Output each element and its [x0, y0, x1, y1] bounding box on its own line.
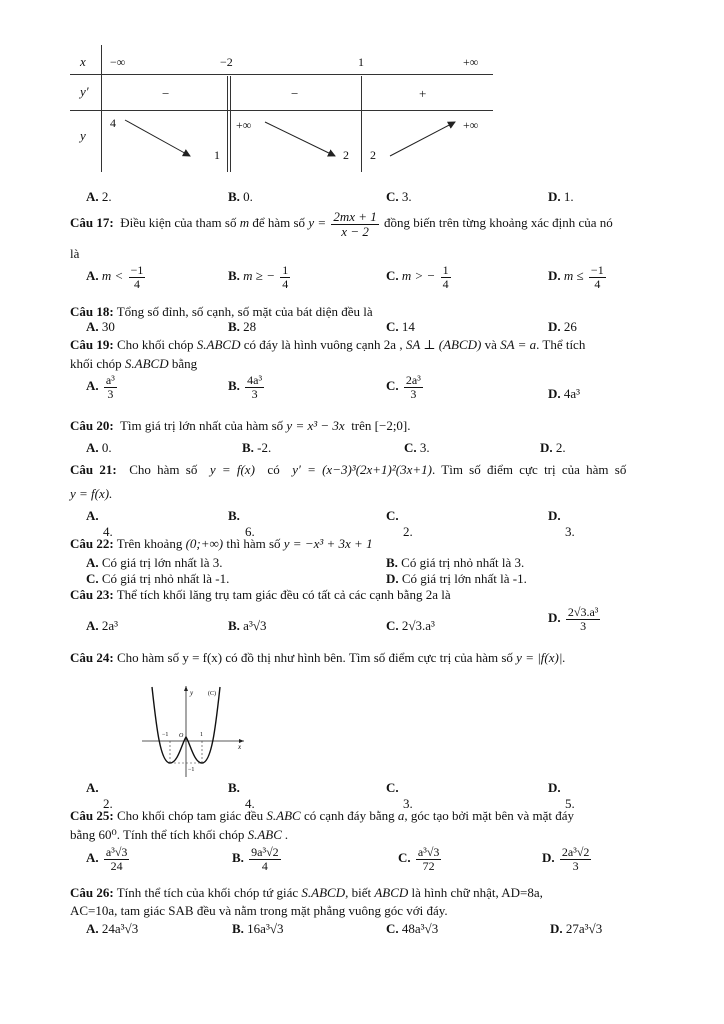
option-b[interactable]: B. a³√3 [228, 618, 267, 633]
option-b[interactable]: B. $\frac{\text{4a³}}{3}$ [228, 373, 263, 401]
question-text: là [70, 246, 80, 261]
table-sign: + [419, 86, 427, 101]
increasing-arrow [390, 122, 455, 156]
graph-origin-label: O [179, 733, 184, 739]
table-divider [70, 74, 493, 75]
option-b[interactable]: B. 6. [228, 508, 255, 539]
question-text: y = f(x). [70, 486, 113, 501]
option-d[interactable]: D. 27a³√3 [550, 921, 603, 936]
table-x-label: x [80, 54, 86, 69]
option-c[interactable]: C. 3. [386, 780, 413, 811]
table-y-label: y [80, 128, 86, 143]
graph-tick-label: −1 [188, 767, 195, 773]
option-a[interactable]: A. 0. [86, 440, 112, 455]
option-a[interactable]: A. m < $\frac{-1}{4}$ [86, 263, 144, 291]
option-a[interactable]: A. 30 [86, 319, 115, 334]
decreasing-arrow [265, 122, 335, 156]
option-d[interactable]: D. Có giá trị lớn nhất là -1. [386, 571, 527, 586]
table-y-value: +∞ [463, 118, 479, 132]
question-text: Câu 26: Tính thể tích của khối chóp tứ giác S.ABCD, biết ABCD là hình chữ nhật, AD=8a, [70, 885, 543, 900]
question-text: Câu 17: Điều kiện của tham số m để hàm số y = $\frac{2mx + 1}{x - 2}$ đồng biến trên từng khoảng xác định của nó [70, 209, 613, 239]
option-a[interactable]: A. 4. [86, 508, 113, 539]
option-b[interactable]: B. 4. [228, 780, 255, 811]
option-b[interactable]: B. 16a³√3 [232, 921, 284, 936]
option-b[interactable]: B. Có giá trị nhỏ nhất là 3. [386, 555, 525, 570]
variation-arrows [100, 110, 500, 172]
question-text: Câu 25: Cho khối chóp tam giác đều S.ABC có cạnh đáy bằng a, góc tạo bởi mặt bên và mặt đáy [70, 808, 575, 823]
option-c[interactable]: C. $\frac{\text{a³√3}}{72}$ [398, 845, 440, 873]
question-text: bằng 60⁰. Tính thể tích khối chóp S.ABC . [70, 827, 289, 842]
table-sign: − [162, 86, 170, 101]
question-text: Câu 18: Tổng số đỉnh, số cạnh, số mặt của bát diện đều là [70, 304, 373, 319]
table-y-value: 2 [370, 148, 376, 162]
graph-tick-label: −1 [162, 732, 169, 738]
option-d[interactable]: D. 1. [548, 189, 574, 204]
table-x-value: 1 [358, 55, 364, 69]
option-b[interactable]: B. m ≥ − $\frac{1}{4}$ [228, 263, 289, 291]
question-text: AC=10a, tam giác SAB đều và nằm trong mặt phẳng vuông góc với đáy. [70, 903, 448, 918]
question-text: Câu 20: Tìm giá trị lớn nhất của hàm số y = x³ − 3x trên [−2;0]. [70, 418, 411, 433]
option-c[interactable]: C. $\frac{\text{2a³}}{3}$ [386, 373, 421, 401]
table-sign: − [291, 86, 299, 101]
table-y-value: 2 [343, 148, 349, 162]
option-c[interactable]: C. 2. [386, 508, 413, 539]
option-c[interactable]: C. 14 [386, 319, 415, 334]
option-d[interactable]: D. $\frac{\text{2√3.a³}}{3}$ [548, 605, 599, 633]
option-d[interactable]: D. $\frac{\text{2a³√2}}{3}$ [542, 845, 590, 873]
y-axis-arrow [184, 686, 188, 691]
option-d[interactable]: D. 2. [540, 440, 566, 455]
option-a[interactable]: A. 2. [86, 189, 112, 204]
option-c[interactable]: C. 2√3.a³ [386, 618, 435, 633]
option-a[interactable]: A. Có giá trị lớn nhất là 3. [86, 555, 223, 570]
option-b[interactable]: B. 28 [228, 319, 257, 334]
graph-y-label: y [190, 689, 194, 697]
option-c[interactable]: C. Có giá trị nhỏ nhất là -1. [86, 571, 230, 586]
option-d[interactable]: D. m ≤ $\frac{-1}{4}$ [548, 263, 604, 291]
table-y-value: +∞ [236, 118, 252, 132]
graph-tick-label: 1 [200, 732, 203, 738]
question-text: Câu 23: Thể tích khối lăng trụ tam giác đều có tất cả các cạnh bằng 2a là [70, 587, 451, 602]
option-c[interactable]: C. 3. [386, 189, 412, 204]
question-text: Câu 24: Cho hàm số y = f(x) có đồ thị như hình bên. Tìm số điểm cực trị của hàm số y = |f(x)|. [70, 650, 566, 665]
graph-x-label: x [238, 743, 242, 751]
option-a[interactable]: A. $\frac{\text{a³√3}}{24}$ [86, 845, 128, 873]
option-b[interactable]: B. -2. [242, 440, 272, 455]
graph-curve-label: (C) [208, 691, 216, 697]
question-text: Câu 19: Cho khối chóp S.ABCD có đáy là hình vuông cạnh 2a , SA ⊥ (ABCD) và SA = a. Thể tích [70, 337, 586, 352]
option-d[interactable]: D. 3. [548, 508, 575, 539]
table-x-value: −2 [220, 55, 233, 69]
option-d[interactable]: D. 5. [548, 780, 575, 811]
decreasing-arrow [125, 120, 190, 156]
table-y-value: 1 [214, 148, 220, 162]
table-x-value: +∞ [463, 55, 479, 69]
option-d[interactable]: D. 26 [548, 319, 577, 334]
option-c[interactable]: C. 3. [404, 440, 430, 455]
option-a[interactable]: A. $\frac{\text{a³}}{3}$ [86, 373, 115, 401]
option-a[interactable]: A. 2a³ [86, 618, 119, 633]
option-c[interactable]: C. m > − $\frac{1}{4}$ [386, 263, 449, 291]
table-yprime-label: y′ [80, 84, 89, 99]
question-text: Câu 21: Cho hàm số y = f(x) có y′ = (x−3)³(2x+1)²(3x+1). Tìm số điểm cực trị của hàm số [70, 462, 627, 477]
option-a[interactable]: A. 2. [86, 780, 113, 811]
option-d[interactable]: D. 4a³ [548, 386, 581, 401]
function-graph [138, 683, 248, 779]
option-c[interactable]: C. 48a³√3 [386, 921, 439, 936]
table-y-value: 4 [110, 116, 116, 130]
table-x-value: −∞ [110, 55, 126, 69]
option-b[interactable]: B. $\frac{\text{9a³√2}}{4}$ [232, 845, 279, 873]
question-text: khối chóp S.ABCD bằng [70, 356, 198, 371]
question-text: Câu 22: Trên khoảng (0;+∞) thì hàm số y = −x³ + 3x + 1 [70, 536, 373, 551]
option-a[interactable]: A. 24a³√3 [86, 921, 139, 936]
option-b[interactable]: B. 0. [228, 189, 253, 204]
